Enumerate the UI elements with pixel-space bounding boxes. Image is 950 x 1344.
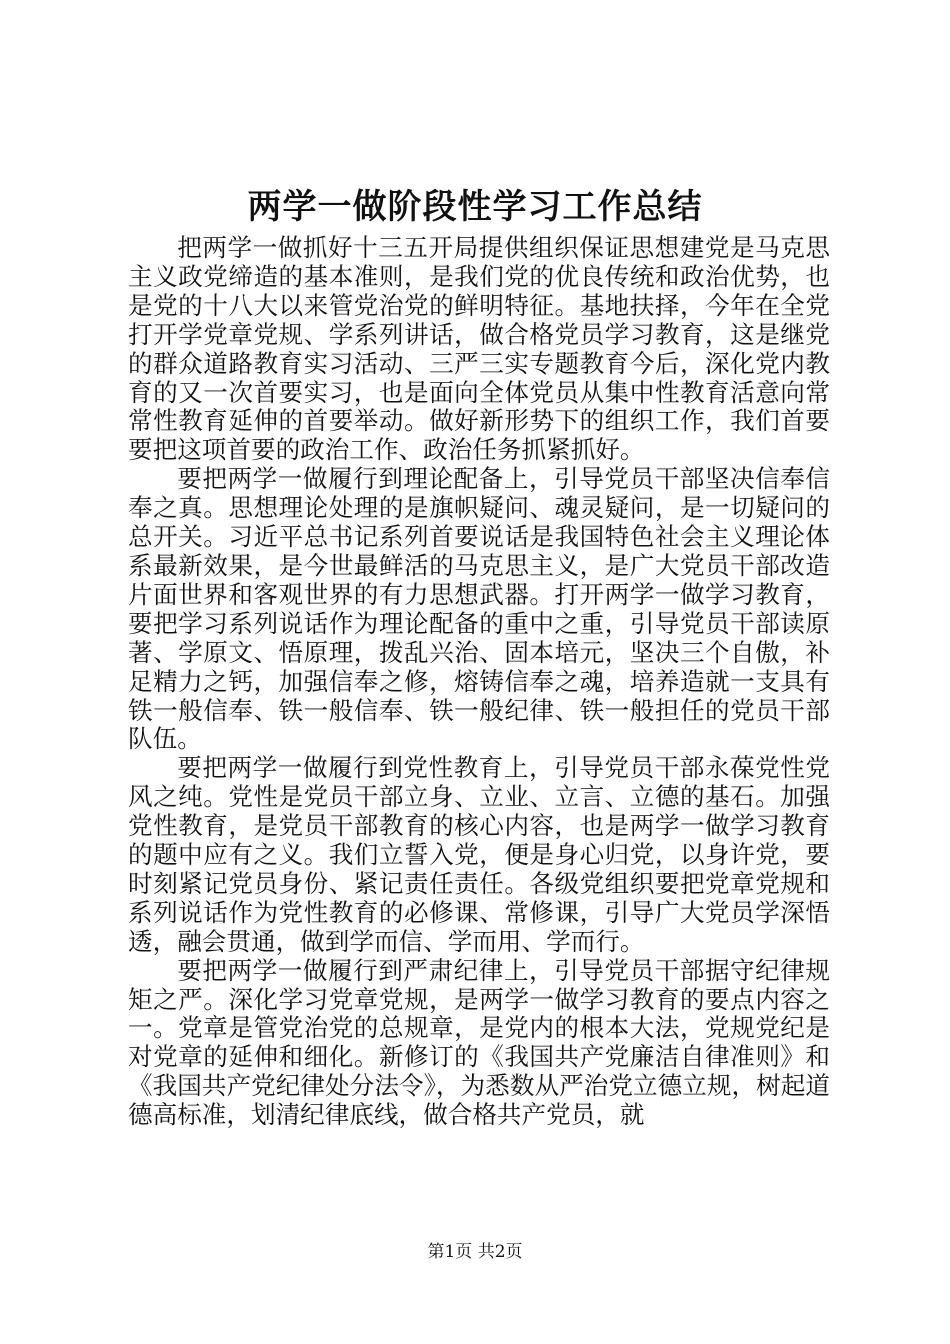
paragraph: 要把两学一做履行到理论配备上，引导党员干部坚决信奉信奉之真。思想理论处理的是旗帜疑问、魂灵疑问，是一切疑问的总开关。习近平总书记系列首要说话是我国特色社会主义理论体系最新效果，是今世最鲜活的马克思主义，是广大党员干部改造片面世界和客观世界的有力思想武器。打开两学一做学习教育，要把学习系列说话作为理论配备的重中之重，引导党员干部读原著、学原文、悟原理，拨乱兴治、固本培元，坚决三个自傲，补足精力之钙，加强信奉之修，熔铸信奉之魂，培养造就一支具有铁一般信奉、铁一般信奉、铁一般纪律、铁一般担任的党员干部队伍。 <box>128 464 830 754</box>
page-number-footer: 第1页 共2页 <box>427 1242 523 1262</box>
paragraph: 把两学一做抓好十三五开局提供组织保证思想建党是马克思主义政党缔造的基本准则，是我们党的优良传统和政治优势，也是党的十八大以来管党治党的鲜明特征。基地扶择，今年在全党打开学党章党规、学系列讲话，做合格党员学习教育，这是继党的群众道路教育实习活动、三严三实专题教育今后，深化党内教育的又一次首要实习，也是面向全体党员从集中性教育活意向常常性教育延伸的首要举动。做好新形势下的组织工作，我们首要要把这项首要的政治工作、政治任务抓紧抓好。 <box>128 233 830 465</box>
document-title: 两学一做阶段性学习工作总结 <box>247 187 703 227</box>
paragraph: 要把两学一做履行到严肃纪律上，引导党员干部据守纪律规矩之严。深化学习党章党规，是两学一做学习教育的要点内容之一。党章是管党治党的总规章，是党内的根本大法，党规党纪是对党章的延伸和细化。新修订的《我国共产党廉洁自律准则》和《我国共产党纪律处分法令》，为悉数从严治党立德立规，树起道德高标准，划清纪律底线，做合格共产党员，就 <box>128 955 830 1130</box>
paragraph: 要把两学一做履行到党性教育上，引导党员干部永葆党性党风之纯。党性是党员干部立身、立业、立言、立德的基石。加强党性教育，是党员干部教育的核心内容，也是两学一做学习教育的题中应有之义。我们立誓入党，便是身心归党，以身许党，要时刻紧记党员身份、紧记责任责任。各级党组织要把党章党规和系列说话作为党性教育的必修课、常修课，引导广大党员学深悟透，融会贯通，做到学而信、学而用、学而行。 <box>128 753 830 956</box>
document-body <box>128 234 830 1130</box>
